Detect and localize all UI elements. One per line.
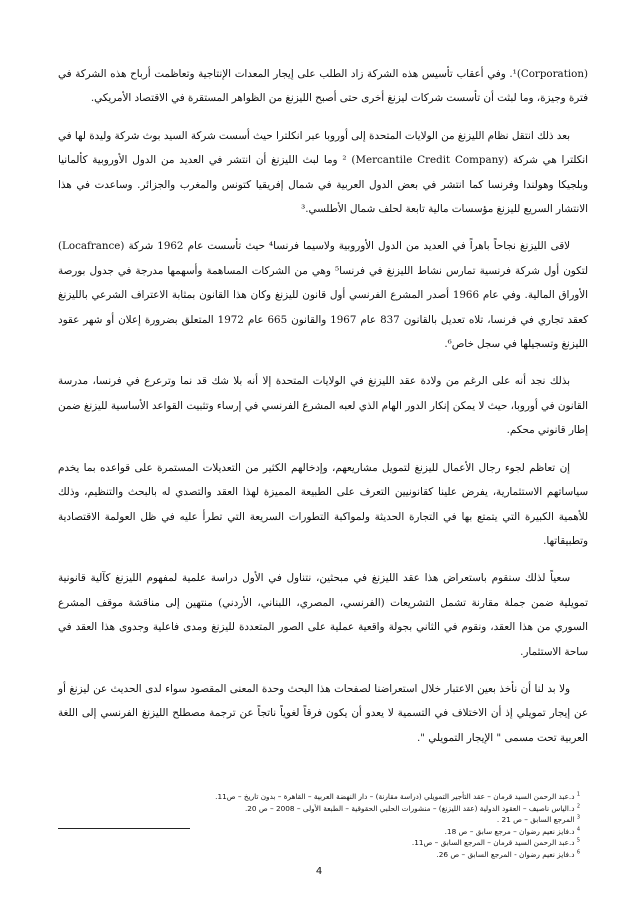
footnote: [60, 791, 580, 803]
footnote: [60, 803, 580, 815]
footnote-text: د.الياس ناصيف – العقود الدولية (عقد الليزنغ) – منشورات الحلبي الحقوقية – الطبعة الأولى – 2008 – ص 20.: [244, 803, 575, 813]
footnote-number: 1: [576, 791, 580, 798]
footnote: [60, 837, 580, 849]
footnote-text: د.فايز نعيم رضوان - المرجع السابق – ص 26.: [436, 849, 575, 859]
footnote-number: 3: [576, 814, 580, 821]
footnote-text: د.عبد الرحمن السيد قرمان – المرجع السابق – ص11.: [411, 838, 575, 848]
footnote: [60, 826, 580, 838]
body-text: [58, 62, 588, 763]
footnote-text: المرجع السابق – ص 21 .: [496, 815, 575, 825]
footnotes: [60, 791, 580, 861]
paragraph: (Corporation)¹. وفي أعقاب تأسيس هذه الشركة زاد الطلب على إيجار المعدات الإنتاجية وتعاظمت أرباح هذه الشركة في فترة وجيزة، وما لبثت أن تأسست شركات ليزنغ أخرى حتى أصبح الليزنغ من الظواهر المستقرة في الاقتصاد الأمريكي.: [58, 68, 588, 105]
footnote: [60, 814, 580, 826]
footnote-text: د.عبد الرحمن السيد قرمان – عقد التأجير التمويلي (دراسة مقارنة) – دار النهضة العربية – القاهرة – بدون تاريخ – ص11.: [215, 792, 575, 801]
footnote-number: 5: [576, 837, 580, 844]
footnote-number: 4: [576, 826, 580, 833]
paragraph: لاقى الليزنغ نجاحاً باهراً في العديد من الدول الأوروبية ولاسيما فرنسا⁴ حيث تأسست عام 1962 شركة (Locafrance) لتكون أول شركة فرنسية تمارس نشاط الليزنغ في فرنسا⁵ وهي من الشركات المساهمة وأسهمها مدرجة في جدول بورصة الأوراق المالية. وفي عام 1966 أصدر المشرع الفرنسي أول قانون لليزنغ وكان هذا القانون بمثابة الاعتراف الشرعي بالليزنغ كعقد تجاري في فرنسا، تلاه تعديل بالقانون 837 عام 1967 والقانون 665 عام 1972 المتعلق بضرورة إعلان أو شهر عقود الليزنغ وتسجيلها في سجل خاص⁶.: [58, 240, 589, 351]
footnote-number: 6: [576, 849, 580, 856]
paragraph: إن تعاظم لجوء رجال الأعمال لليزنغ لتمويل مشاريعهم، وإدخالهم الكثير من التعديلات المستمرة على قواعده بما يخدم سياساتهم الاستثمارية، يفرض علينا كقانونيين التعرف على الطبيعة المميزة لهذا العقد والتصدي له بالبحث والتنظيم، وذلك للأهمية الكبيرة التي يتمتع بها في التجارة الحديثة ولمواكبة التطورات السريعة التي تطرأ عليه في ظل العولمة الاقتصادية وتطبيقاتها.: [58, 461, 588, 547]
paragraph: بعد ذلك انتقل نظام الليزنغ من الولايات المتحدة إلى أوروبا عبر انكلترا حيث أسست شركة السيد بوث شركة وليدة لها في انكلترا هي شركة (Mercantile Credit Company) ² وما لبث الليزنغ أن انتشر في العديد من الدول الأوروبية كألمانيا وبلجيكا وهولندا وفرنسا كما انتشر في بعض الدول العربية في شمال إفريقيا كتونس والمغرب والجزائر. وساعدت في هذا الانتشار السريع لليزنغ مؤسسات مالية تابعة لحلف شمال الأطلسي.³: [58, 129, 589, 216]
paragraph: بذلك نجد أنه على الرغم من ولادة عقد الليزنغ في الولايات المتحدة إلا أنه بلا شك قد نما وترعرع في فرنسا، مدرسة القانون في أوروبا، حيث لا يمكن إنكار الدور الهام الذي لعبه المشرع الفرنسي في إرساء وتثبيت القواعد الأساسية لليزنغ ضمن إطار قانوني محكم.: [58, 375, 588, 437]
paragraph: ولا بد لنا أن نأخذ بعين الاعتبار خلال استعراضنا لصفحات هذا البحث وحدة المعنى المقصود سواء لدى الحديث عن ليزنغ أو عن إيجار تمويلي إذ أن الاختلاف في التسمية لا يعدو أن يكون فرقاً لغوياً ناتجاً عن ترجمة مصطلح الليزنغ الفرنسي إلى اللغة العربية تحت مسمى " الإيجار التمويلي ".: [58, 682, 588, 744]
footnote-text: د.فايز نعيم رضوان – مرجع سابق – ص 18.: [444, 826, 575, 836]
footnote: [60, 849, 580, 861]
page-number: 4: [315, 866, 323, 877]
paragraph: سعياً لذلك سنقوم باستعراض هذا عقد الليزنغ في مبحثين، نتناول في الأول دراسة علمية لمفهوم الليزنغ كآلية قانونية تمويلية ضمن جملة مقارنة تشمل التشريعات (الفرنسي، المصري، اللبناني، الأردني) منتهين إلى مناقشة موقف المشرع السوري من هذا العقد، ونقوم في الثاني بجولة واقعية عملية على الصور المتعددة لليزنغ ومدى فاعلية وجدوى هذا العقد في ساحة الاستثمار.: [58, 572, 588, 658]
footnote-number: 2: [576, 803, 580, 810]
